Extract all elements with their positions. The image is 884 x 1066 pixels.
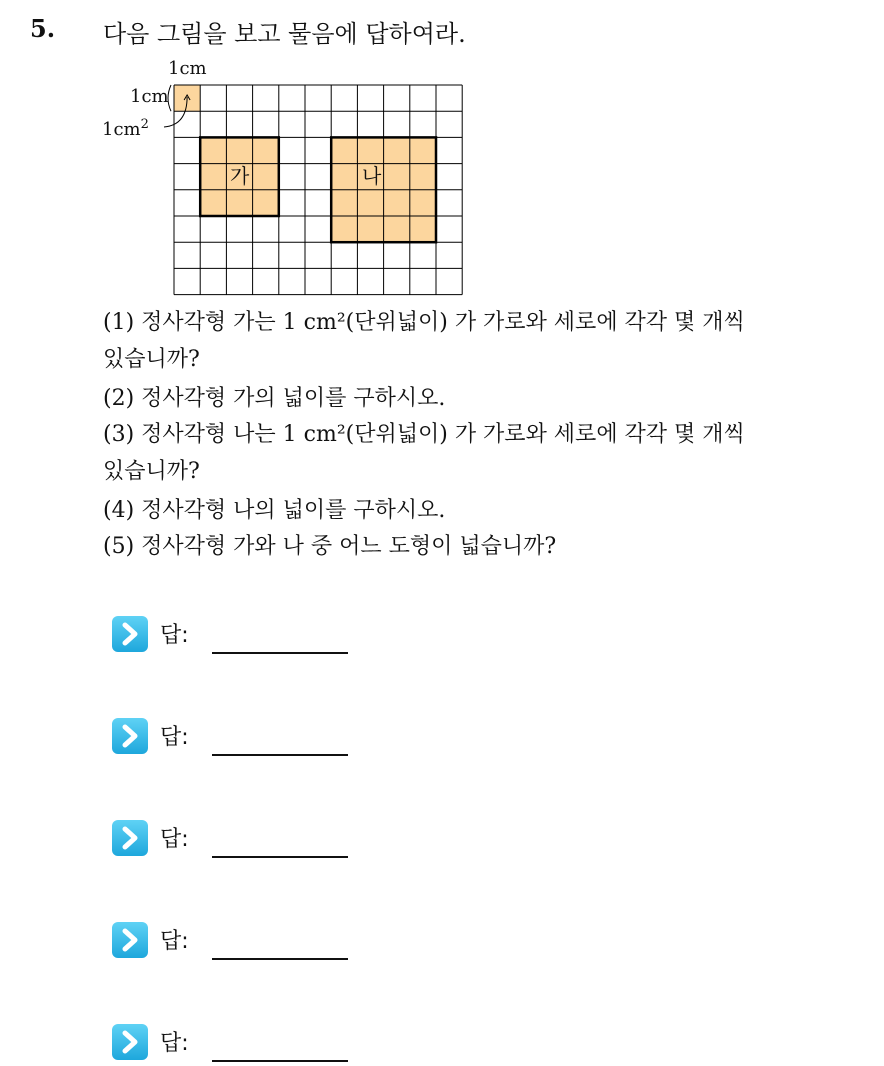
chevron-right-icon xyxy=(112,718,148,754)
question-prompt: 다음 그림을 보고 물음에 답하여라. xyxy=(103,20,466,48)
answer-label: 답: xyxy=(160,929,189,954)
label-left-1cm: 1cm xyxy=(130,86,169,107)
shape-label-ga: 가 xyxy=(230,164,250,188)
subquestion-5-line-1: (5) 정사각형 가와 나 중 어느 도형이 넓습니까? xyxy=(103,534,557,559)
chevron-right-icon xyxy=(112,616,148,652)
question-number: 5. xyxy=(30,14,56,43)
answer-label: 답: xyxy=(160,623,189,648)
label-area-1cm2: $1cm^2$ xyxy=(102,117,149,140)
answer-blank[interactable] xyxy=(212,1060,348,1062)
answer-label: 답: xyxy=(160,827,189,852)
answer-row-4 xyxy=(112,922,352,962)
answer-label: 답: xyxy=(160,725,189,750)
subquestion-1-line-1: (1) 정사각형 가는 1 cm²(단위넓이) 가 가로와 세로에 각각 몇 개씩 xyxy=(103,310,745,335)
answer-blank[interactable] xyxy=(212,856,348,858)
shape-label-na: 나 xyxy=(362,164,382,188)
answer-row-1 xyxy=(112,616,352,656)
subquestion-4-line-1: (4) 정사각형 나의 넓이를 구하시오. xyxy=(103,498,446,523)
answer-row-5 xyxy=(112,1024,352,1064)
answer-row-2 xyxy=(112,718,352,758)
chevron-right-icon xyxy=(112,820,148,856)
answer-blank[interactable] xyxy=(212,958,348,960)
subquestion-1-line-2: 있습니까? xyxy=(103,347,200,372)
answer-label: 답: xyxy=(160,1031,189,1056)
label-top-1cm: 1cm xyxy=(168,58,207,79)
chevron-right-icon xyxy=(112,1024,148,1060)
subquestion-3-line-1: (3) 정사각형 나는 1 cm²(단위넓이) 가 가로와 세로에 각각 몇 개씩 xyxy=(103,422,745,447)
chevron-right-icon xyxy=(112,922,148,958)
grid-figure xyxy=(96,56,476,300)
answer-row-3 xyxy=(112,820,352,860)
subquestion-3-line-2: 있습니까? xyxy=(103,459,200,484)
subquestion-2-line-1: (2) 정사각형 가의 넓이를 구하시오. xyxy=(103,386,446,411)
answer-blank[interactable] xyxy=(212,754,348,756)
answer-blank[interactable] xyxy=(212,652,348,654)
